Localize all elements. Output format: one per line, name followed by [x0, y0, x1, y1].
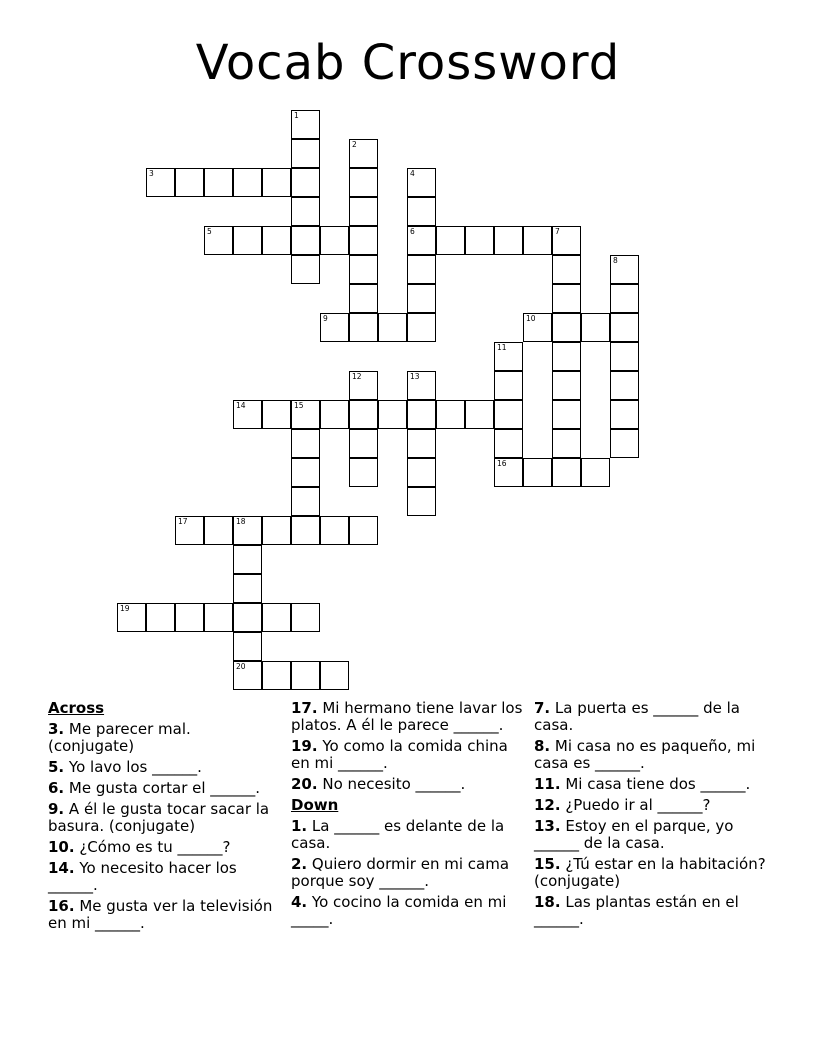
grid-cell[interactable]: [291, 400, 320, 429]
grid-cell[interactable]: [320, 516, 349, 545]
grid-cell[interactable]: [610, 342, 639, 371]
grid-cell[interactable]: [552, 342, 581, 371]
across-clue: [48, 721, 280, 755]
across-clue: [291, 776, 523, 793]
grid-cell[interactable]: [262, 226, 291, 255]
clue-number: 1: [294, 111, 299, 120]
down-clue: [534, 797, 766, 814]
clue-number-label: 12.: [534, 796, 561, 814]
clue-number: 16: [497, 459, 507, 468]
grid-cell[interactable]: [320, 661, 349, 690]
clue-number: 6: [410, 227, 415, 236]
clue-number: 20: [236, 662, 246, 671]
grid-cell[interactable]: [552, 371, 581, 400]
grid-cell[interactable]: [552, 429, 581, 458]
grid-cell[interactable]: [552, 458, 581, 487]
grid-cell[interactable]: [349, 313, 378, 342]
clue-number-label: 3.: [48, 720, 65, 738]
grid-cell[interactable]: [436, 226, 465, 255]
grid-cell[interactable]: [291, 110, 320, 139]
clue-number: 13: [410, 372, 420, 381]
across-heading: Across: [48, 699, 105, 717]
grid-cell[interactable]: [349, 371, 378, 400]
grid-cell[interactable]: [291, 458, 320, 487]
clue-number: 4: [410, 169, 415, 178]
grid-cell[interactable]: [349, 516, 378, 545]
clue-number-label: 9.: [48, 800, 65, 818]
grid-cell[interactable]: [349, 197, 378, 226]
grid-cell[interactable]: [494, 371, 523, 400]
clue-text: Mi casa tiene dos ______.: [560, 775, 751, 793]
grid-cell[interactable]: [610, 400, 639, 429]
grid-cell[interactable]: [204, 603, 233, 632]
grid-cell[interactable]: [552, 226, 581, 255]
grid-cell[interactable]: [407, 226, 436, 255]
grid-cell[interactable]: [349, 139, 378, 168]
grid-cell[interactable]: [349, 168, 378, 197]
grid-cell[interactable]: [204, 226, 233, 255]
clues-column-1: [48, 700, 280, 936]
grid-cell[interactable]: [407, 458, 436, 487]
clue-number-label: 7.: [534, 699, 551, 717]
clue-number: 5: [207, 227, 212, 236]
grid-cell[interactable]: [320, 313, 349, 342]
grid-cell[interactable]: [407, 371, 436, 400]
clue-number: 11: [497, 343, 507, 352]
across-clue: [48, 860, 280, 894]
grid-cell[interactable]: [610, 429, 639, 458]
grid-cell[interactable]: [204, 516, 233, 545]
clue-number-label: 10.: [48, 838, 75, 856]
grid-cell[interactable]: [233, 516, 262, 545]
grid-cell[interactable]: [349, 255, 378, 284]
grid-cell[interactable]: [320, 400, 349, 429]
clues-column-2: [291, 700, 523, 932]
grid-cell[interactable]: [175, 516, 204, 545]
clue-text: La ______ es delante de la casa.: [291, 817, 505, 852]
grid-cell[interactable]: [610, 371, 639, 400]
down-clue: [291, 818, 523, 852]
clue-number-label: 6.: [48, 779, 65, 797]
grid-cell[interactable]: [291, 255, 320, 284]
grid-cell[interactable]: [291, 197, 320, 226]
across-clue: [291, 700, 523, 734]
clue-text: Yo como la comida china en mi ______.: [291, 737, 508, 772]
clue-text: Quiero dormir en mi cama porque soy ______.: [291, 855, 510, 890]
grid-cell[interactable]: [494, 458, 523, 487]
grid-cell[interactable]: [349, 429, 378, 458]
grid-cell[interactable]: [610, 313, 639, 342]
grid-cell[interactable]: [494, 429, 523, 458]
across-clue: [48, 839, 280, 856]
grid-cell[interactable]: [407, 168, 436, 197]
down-clue: [291, 894, 523, 928]
grid-cell[interactable]: [407, 255, 436, 284]
across-clue: [48, 759, 280, 776]
grid-cell[interactable]: [349, 400, 378, 429]
grid-cell[interactable]: [349, 284, 378, 313]
clue-text: Me gusta ver la televisión en mi ______.: [48, 897, 273, 932]
clue-number: 14: [236, 401, 246, 410]
grid-cell[interactable]: [291, 661, 320, 690]
clue-number-label: 18.: [534, 893, 561, 911]
grid-cell[interactable]: [233, 545, 262, 574]
clue-text: Yo necesito hacer los ______.: [48, 859, 237, 894]
clue-text: ¿Cómo es tu ______?: [74, 838, 231, 856]
down-clue: [534, 818, 766, 852]
grid-cell[interactable]: [262, 168, 291, 197]
grid-cell[interactable]: [291, 516, 320, 545]
clue-text: La puerta es ______ de la casa.: [534, 699, 740, 734]
clue-text: Me gusta cortar el ______.: [64, 779, 261, 797]
grid-cell[interactable]: [465, 400, 494, 429]
grid-cell[interactable]: [117, 603, 146, 632]
clue-text: ¿Tú estar en la habitación? (conjugate): [534, 855, 766, 890]
clue-number: 3: [149, 169, 154, 178]
grid-cell[interactable]: [233, 632, 262, 661]
clue-text: Mi casa no es paqueño, mi casa es ______.: [534, 737, 756, 772]
clue-number: 17: [178, 517, 188, 526]
clue-number-label: 2.: [291, 855, 308, 873]
down-clue: [534, 738, 766, 772]
grid-cell[interactable]: [407, 429, 436, 458]
grid-cell[interactable]: [378, 400, 407, 429]
grid-cell[interactable]: [494, 342, 523, 371]
clue-number-label: 11.: [534, 775, 561, 793]
clue-number: 9: [323, 314, 328, 323]
across-clue: [291, 738, 523, 772]
grid-cell[interactable]: [407, 197, 436, 226]
grid-cell[interactable]: [262, 516, 291, 545]
grid-cell[interactable]: [552, 255, 581, 284]
grid-cell[interactable]: [581, 458, 610, 487]
grid-cell[interactable]: [175, 168, 204, 197]
clue-number: 19: [120, 604, 130, 613]
clue-number: 12: [352, 372, 362, 381]
page-title: Vocab Crossword: [195, 35, 621, 91]
clue-number: 10: [526, 314, 536, 323]
grid-cell[interactable]: [291, 603, 320, 632]
clue-text: Me parecer mal. (conjugate): [48, 720, 191, 755]
grid-cell[interactable]: [494, 400, 523, 429]
clue-text: Yo lavo los ______.: [64, 758, 202, 776]
grid-cell[interactable]: [552, 400, 581, 429]
grid-cell[interactable]: [581, 313, 610, 342]
grid-cell[interactable]: [146, 168, 175, 197]
grid-cell[interactable]: [552, 313, 581, 342]
clue-number: 2: [352, 140, 357, 149]
grid-cell[interactable]: [349, 226, 378, 255]
grid-cell[interactable]: [146, 603, 175, 632]
clue-number-label: 17.: [291, 699, 318, 717]
grid-cell[interactable]: [262, 400, 291, 429]
grid-cell[interactable]: [233, 661, 262, 690]
grid-cell[interactable]: [610, 284, 639, 313]
grid-cell[interactable]: [233, 226, 262, 255]
clue-text: Estoy en el parque, yo ______ de la casa.: [534, 817, 734, 852]
grid-cell[interactable]: [407, 284, 436, 313]
clue-number-label: 8.: [534, 737, 551, 755]
clue-number-label: 20.: [291, 775, 318, 793]
grid-cell[interactable]: [291, 139, 320, 168]
grid-cell[interactable]: [204, 168, 233, 197]
grid-cell[interactable]: [523, 226, 552, 255]
clue-number-label: 19.: [291, 737, 318, 755]
down-clue: [534, 700, 766, 734]
grid-cell[interactable]: [291, 487, 320, 516]
grid-cell[interactable]: [349, 458, 378, 487]
clue-number-label: 1.: [291, 817, 308, 835]
grid-cell[interactable]: [552, 284, 581, 313]
clues-column-3: [534, 700, 766, 932]
grid-cell[interactable]: [407, 313, 436, 342]
grid-cell[interactable]: [233, 603, 262, 632]
grid-cell[interactable]: [523, 313, 552, 342]
down-clue: [534, 894, 766, 928]
clue-text: No necesito ______.: [317, 775, 466, 793]
grid-cell[interactable]: [407, 400, 436, 429]
clue-number: 18: [236, 517, 246, 526]
clue-number-label: 14.: [48, 859, 75, 877]
grid-cell[interactable]: [378, 313, 407, 342]
grid-cell[interactable]: [233, 574, 262, 603]
clue-number: 8: [613, 256, 618, 265]
grid-cell[interactable]: [523, 458, 552, 487]
clue-number: 7: [555, 227, 560, 236]
grid-cell[interactable]: [407, 487, 436, 516]
grid-cell[interactable]: [233, 400, 262, 429]
grid-cell[interactable]: [233, 168, 262, 197]
grid-cell[interactable]: [494, 226, 523, 255]
clue-number: 15: [294, 401, 304, 410]
clue-number-label: 15.: [534, 855, 561, 873]
clue-text: ¿Puedo ir al ______?: [560, 796, 711, 814]
clue-text: A él le gusta tocar sacar la basura. (conjugate): [48, 800, 270, 835]
grid-cell[interactable]: [436, 400, 465, 429]
grid-cell[interactable]: [465, 226, 494, 255]
down-clue: [534, 776, 766, 793]
down-heading: Down: [291, 796, 339, 814]
clue-number-label: 16.: [48, 897, 75, 915]
down-clue: [291, 856, 523, 890]
clue-number-label: 4.: [291, 893, 308, 911]
grid-cell[interactable]: [262, 661, 291, 690]
clue-text: Las plantas están en el ______.: [534, 893, 739, 928]
grid-cell[interactable]: [175, 603, 204, 632]
across-clue: [48, 801, 280, 835]
clue-number-label: 13.: [534, 817, 561, 835]
grid-cell[interactable]: [291, 429, 320, 458]
down-clue: [534, 856, 766, 890]
grid-cell[interactable]: [320, 226, 349, 255]
clue-text: Yo cocino la comida en mi _____.: [291, 893, 507, 928]
across-clue: [48, 780, 280, 797]
clue-text: Mi hermano tiene lavar los platos. A él le parece ______.: [291, 699, 523, 734]
grid-cell[interactable]: [291, 168, 320, 197]
across-clue: [48, 898, 280, 932]
grid-cell[interactable]: [610, 255, 639, 284]
grid-cell[interactable]: [262, 603, 291, 632]
clue-number-label: 5.: [48, 758, 65, 776]
grid-cell[interactable]: [291, 226, 320, 255]
